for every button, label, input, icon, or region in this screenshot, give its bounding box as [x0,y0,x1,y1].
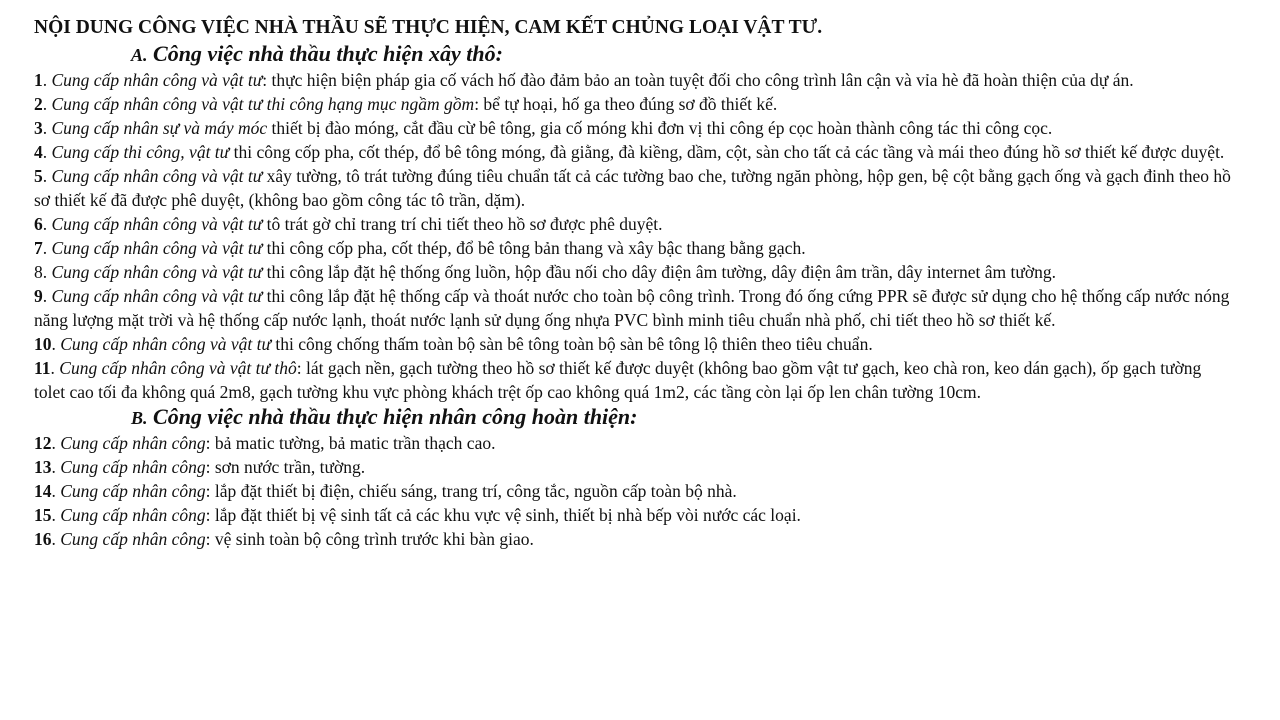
item-lead: Cung cấp nhân công và vật tư [51,238,263,258]
item-text: : bể tự hoại, hố ga theo đúng sơ đồ thiết kế. [474,94,778,114]
document [34,14,1234,551]
section-b-letter: B. [131,408,148,428]
item-text: thi công chống thấm toàn bộ sàn bê tông toàn bộ sàn bê tông lộ thiên theo tiêu chuẩn. [271,334,873,354]
item-lead: Cung cấp nhân công và vật tư thô [59,358,297,378]
item-lead: Cung cấp nhân công và vật tư thi công hạng mục ngầm gồm [51,94,475,114]
item-number: 6 [34,214,43,234]
item-number: 16 [34,529,52,549]
list-item: 4. Cung cấp thi công, vật tư thi công cốp pha, cốt thép, đổ bê tông móng, đà giằng, đà kiềng, dầm, cột, sàn cho tất cả các tầng và mái theo đúng hồ sơ thiết kế được duyệt. [34,142,1225,162]
list-item: 16. Cung cấp nhân công: vệ sinh toàn bộ công trình trước khi bàn giao. [34,529,534,549]
list-item: 1. Cung cấp nhân công và vật tư: thực hiện biện pháp gia cố vách hố đào đảm bảo an toàn tuyệt đối cho công trình lân cận và vỉa hè đã hoàn thiện của dự án. [34,70,1134,90]
list-item: 6. Cung cấp nhân công và vật tư tô trát gờ chỉ trang trí chi tiết theo hồ sơ được phê duyệt. [34,214,663,234]
item-lead: Cung cấp nhân công [60,481,206,501]
item-text: : lắp đặt thiết bị vệ sinh tất cả các khu vực vệ sinh, thiết bị nhà bếp vòi nước các loại. [205,505,801,525]
list-item: 3. Cung cấp nhân sự và máy móc thiết bị đào móng, cắt đầu cừ bê tông, gia cố móng khi đơn vị thi công ép cọc hoàn thành công tác thi công cọc. [34,118,1053,138]
item-number: 4 [34,142,43,162]
list-item: 13. Cung cấp nhân công: sơn nước trần, tường. [34,457,366,477]
item-lead: Cung cấp nhân công và vật tư [60,334,272,354]
item-lead: Cung cấp thi công, vật tư [51,142,230,162]
item-text: xây tường, tô trát tường đúng tiêu chuẩn tất cả các tường bao che, tường ngăn phòng, hộp gen, bệ cột bằng gạch ống và gạch đinh theo hồ sơ thiết kế đã được phê duyệt, (không bao gồm công tác tô trần, dặm). [34,166,1231,210]
item-lead: Cung cấp nhân công [60,505,206,525]
item-lead: Cung cấp nhân công và vật tư [51,214,263,234]
section-b-heading [34,404,1234,431]
list-item: 11. Cung cấp nhân công và vật tư thô: lát gạch nền, gạch tường theo hồ sơ thiết kế được duyệt (không bao gồm vật tư gạch, keo chà ron, keo dán gạch), ốp gạch tường tolet cao tối đa không quá 2m8, gạch tường khu vực phòng khách trệt ốp cao không quá 1m2, các tầng còn lại ốp len chân tường 10cm. [34,358,1202,402]
item-text: thi công lắp đặt hệ thống ống luồn, hộp đầu nối cho dây điện âm tường, dây điện âm trần, dây internet âm tường. [262,262,1056,282]
item-lead: Cung cấp nhân công [60,433,206,453]
section-a-list [34,68,1234,404]
item-number: 2 [34,94,43,114]
list-item: 8. Cung cấp nhân công và vật tư thi công lắp đặt hệ thống ống luồn, hộp đầu nối cho dây điện âm tường, dây điện âm trần, dây internet âm tường. [34,262,1056,282]
list-item: 14. Cung cấp nhân công: lắp đặt thiết bị điện, chiếu sáng, trang trí, công tắc, nguồn cấp toàn bộ nhà. [34,481,737,501]
item-text: thi công cốp pha, cốt thép, đổ bê tông bản thang và xây bậc thang bằng gạch. [262,238,806,258]
list-item: 7. Cung cấp nhân công và vật tư thi công cốp pha, cốt thép, đổ bê tông bản thang và xây bậc thang bằng gạch. [34,238,806,258]
section-b-list [34,431,1234,551]
item-lead: Cung cấp nhân sự và máy móc [51,118,268,138]
item-number: 13 [34,457,52,477]
section-b-title: Công việc nhà thầu thực hiện nhân công hoàn thiện: [147,404,638,429]
item-text: : vệ sinh toàn bộ công trình trước khi bàn giao. [205,529,534,549]
item-lead: Cung cấp nhân công và vật tư [51,286,263,306]
item-text: : bả matic tường, bả matic trần thạch cao. [205,433,496,453]
item-text: thiết bị đào móng, cắt đầu cừ bê tông, gia cố móng khi đơn vị thi công ép cọc hoàn thành công tác thi công cọc. [267,118,1053,138]
list-item: 9. Cung cấp nhân công và vật tư thi công lắp đặt hệ thống cấp và thoát nước cho toàn bộ công trình. Trong đó ống cứng PPR sẽ được sử dụng cho hệ thống cấp nước nóng năng lượng mặt trời và hệ thống cấp nước lạnh, thoát nước lạnh sử dụng ống nhựa PVC bình minh tiêu chuẩn nhà phố, chi tiết theo hồ sơ thiết kế. [34,286,1230,330]
item-text: thi công lắp đặt hệ thống cấp và thoát nước cho toàn bộ công trình. Trong đó ống cứng PPR sẽ được sử dụng cho hệ thống cấp nước nóng năng lượng mặt trời và hệ thống cấp nước lạnh, thoát nước lạnh sử dụng ống nhựa PVC bình minh tiêu chuẩn nhà phố, chi tiết theo hồ sơ thiết kế. [34,286,1230,330]
item-lead: Cung cấp nhân công và vật tư [51,166,263,186]
section-a-heading [34,41,1234,68]
list-item: 15. Cung cấp nhân công: lắp đặt thiết bị vệ sinh tất cả các khu vực vệ sinh, thiết bị nhà bếp vòi nước các loại. [34,505,801,525]
item-number: 1 [34,70,43,90]
item-number: 15 [34,505,52,525]
item-lead: Cung cấp nhân công và vật tư [51,70,263,90]
item-number: 14 [34,481,52,501]
item-text: tô trát gờ chỉ trang trí chi tiết theo hồ sơ được phê duyệt. [262,214,663,234]
item-lead: Cung cấp nhân công [60,457,206,477]
section-a-title: Công việc nhà thầu thực hiện xây thô: [147,41,503,66]
item-number: 10 [34,334,52,354]
item-number: 3 [34,118,43,138]
item-text: thi công cốp pha, cốt thép, đổ bê tông móng, đà giằng, đà kiềng, dầm, cột, sàn cho tất cả các tầng và mái theo đúng hồ sơ thiết kế được duyệt. [229,142,1225,162]
list-item: 12. Cung cấp nhân công: bả matic tường, bả matic trần thạch cao. [34,433,496,453]
document-title: NỘI DUNG CÔNG VIỆC NHÀ THẦU SẼ THỰC HIỆN, CAM KẾT CHỦNG LOẠI VẬT TƯ. [34,17,823,38]
item-lead: Cung cấp nhân công [60,529,206,549]
item-number: 11 [34,358,51,378]
list-item: 5. Cung cấp nhân công và vật tư xây tường, tô trát tường đúng tiêu chuẩn tất cả các tường bao che, tường ngăn phòng, hộp gen, bệ cột bằng gạch ống và gạch đinh theo hồ sơ thiết kế đã được phê duyệt, (không bao gồm công tác tô trần, dặm). [34,166,1231,210]
item-text: : thực hiện biện pháp gia cố vách hố đào đảm bảo an toàn tuyệt đối cho công trình lân cận và vỉa hè đã hoàn thiện của dự án. [262,70,1134,90]
item-lead: Cung cấp nhân công và vật tư [51,262,263,282]
item-text: : lắp đặt thiết bị điện, chiếu sáng, trang trí, công tắc, nguồn cấp toàn bộ nhà. [205,481,737,501]
item-number: 12 [34,433,52,453]
item-text: : sơn nước trần, tường. [205,457,366,477]
list-item: 10. Cung cấp nhân công và vật tư thi công chống thấm toàn bộ sàn bê tông toàn bộ sàn bê tông lộ thiên theo tiêu chuẩn. [34,334,873,354]
item-number: 7 [34,238,43,258]
item-number: 9 [34,286,43,306]
item-number: 5 [34,166,43,186]
item-number: 8 [34,262,43,282]
section-a-letter: A. [131,45,148,65]
item-text: : lát gạch nền, gạch tường theo hồ sơ thiết kế được duyệt (không bao gồm vật tư gạch, keo chà ron, keo dán gạch), ốp gạch tường tolet cao tối đa không quá 2m8, gạch tường khu vực phòng khách trệt ốp cao không quá 1m2, các tầng còn lại ốp len chân tường 10cm. [34,358,1202,402]
list-item: 2. Cung cấp nhân công và vật tư thi công hạng mục ngầm gồm: bể tự hoại, hố ga theo đúng sơ đồ thiết kế. [34,94,778,114]
